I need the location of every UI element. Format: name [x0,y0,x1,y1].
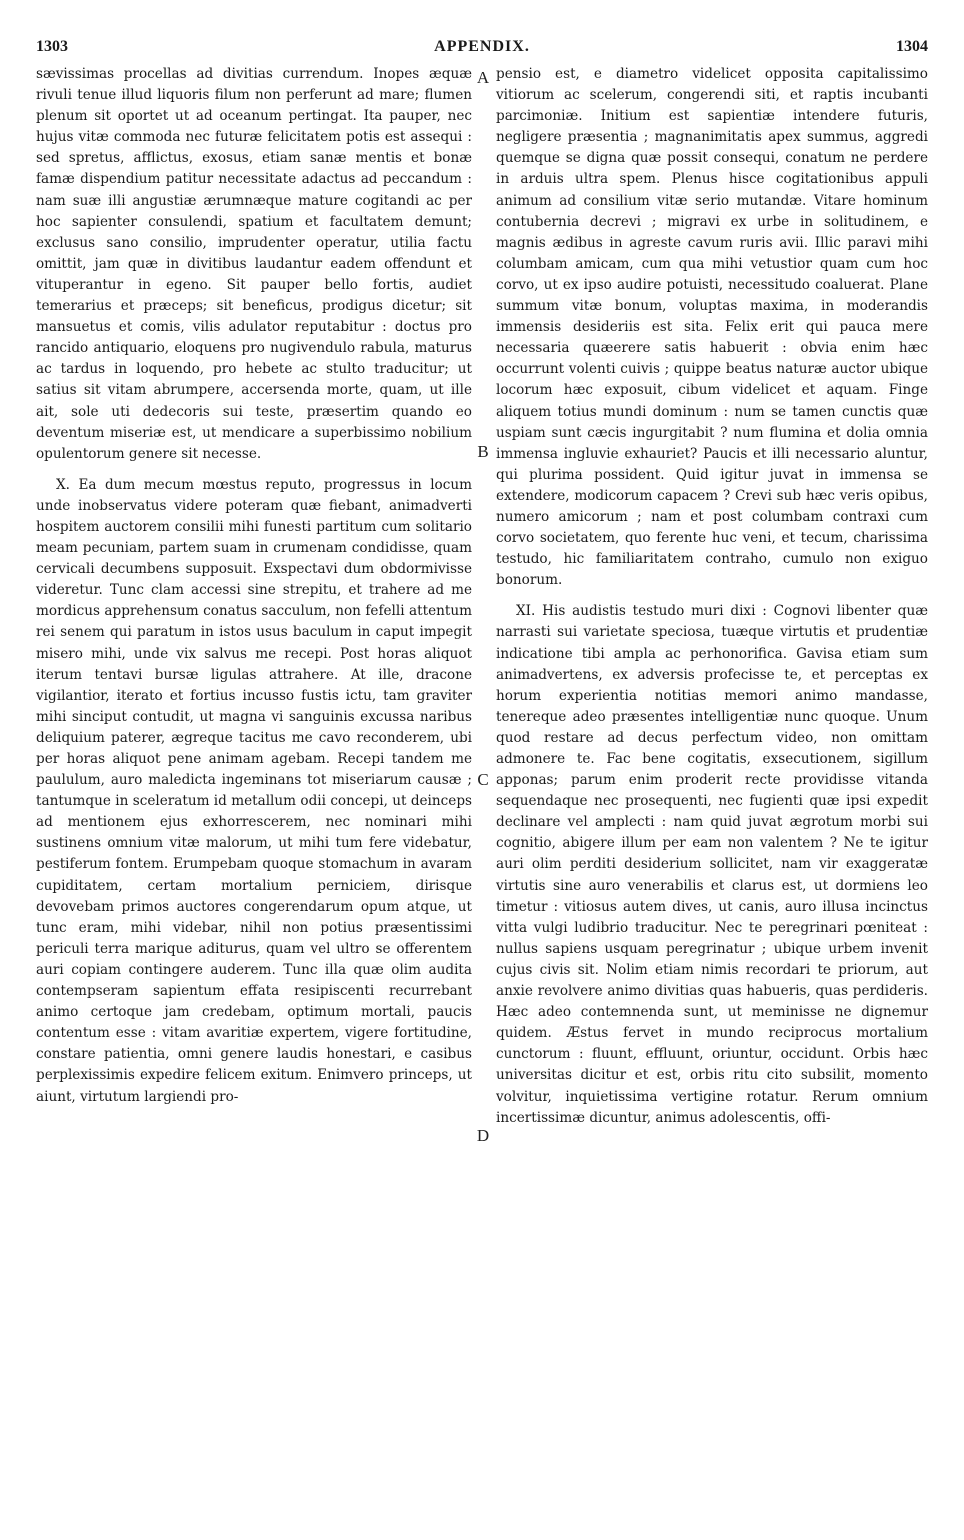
paragraph-section-x: X. Ea dum mecum mœstus reputo, progressus in locum unde inobservatus videre poteram quæ fiebant, animadverti hospitem auctorem consilii mihi funesti partitum cum solitario meam pecuniam, partem suam in crumenam condidisse, quam cervicali decumbens supposuit. Exspectavi dum obdormivisse videretur. Tunc clam accessi sine strepitu, et trahere ad me mordicus apprehensum conatus sacculum, non fefelli attentum rei senem qui paratum in istos usus baculum in caput impegit misero mihi, unde vix salvus me recepi. Post horas aliquot iterum tentavi bursæ ligulas attrahere. At ille, dracone vigilantior, iterato et fortius incusso fustis ictu, tam graviter mihi sinciput contudit, ut magna vi sanguinis excussa naribus deliquium paterer, ægreque tacitus me cavo reconderem, ubi per horas aliquot pene animam agebam. Recepi tandem me paululum, auro maledicta ingeminans tot miseriarum causæ ; tantumque in sceleratum id metallum odii concepi, ut deinceps ad mentionem ejus exhorrescerem, nec nominari mihi sustinens omnium vitæ malorum, ut mihi tum fere videbatur, pestiferum fontem. Erumpebam quoque stomachum in avaram cupiditatem, certam mortalium perniciem, dirisque devovebam primos auctores congerendarum opum atque, ut tunc eram, mihi videbar, nihil non potius præsentissimi periculi terra marique aditurus, quam vel ultro se offerentem auri copiam contingere auderem. Tunc illa quæ olim audita contempseram sapientum effata resipiscenti recurrebant animo certoque jam credebam, optimum mortali, paucis contentum esse : vitam avaritiæ expertem, vigere fortitudine, constare patientia, omni genere laudis honestari, e casibus perplexissimis expedire felicem exitum. Enimvero princeps, ut aiunt, virtutum largiendi pro- [36,476,472,1105]
paragraph-section-xi: XI. His audistis testudo muri dixi : Cognovi libenter quæ narrasti sui varietate speciosa, tuæque virtutis et prudentiæ indicatione tibi ampla ac perhonorifica. Gavisa etiam sum animadvertens, ex adversis profecisse te, et perceptas ex horum experientia notitias memori animo mandasse, tenereque adeo præsentes intelligentiæ nunc quoque. Unum quod restare ad decus perfectum video, non omittam admonere te. Fac bene cogitatis, exsecutionem, sigillum apponas; parum enim proderit recte providisse vitanda sequendaque nec prosequenti, nec fugienti quæ ipsi expedit declinare vel amplecti : nam quid juvat ægrotum morbi sui cognitio, abigere illum per eam non valentem ? Ne te igitur auri olim perditi desiderium sollicitet, nam vir exaggeratæ virtutis sine auro venerabilis et clarus est, ut dormiens leo timetur : vitiosus autem dives, ut canis, auro illusa incinctus vitta vulgi ludibrio traducitur. Nec te peregrinari pœniteat : nullus sapiens usquam peregrinatur ; ubique urbem invenit cujus civis sit. Nolim etiam nimis recordari te priorum, aut anxie revolvere animo divitias quas habueris, quas perdideris. Hæc adeo contemnenda sunt, ut meminisse ne dignemur quidem. Æstus fervet in mundo reciprocus mortalium cunctorum : fluunt, effluunt, oriuntur, occidunt. Orbis hæc universitas dicitur et est, orbis ritu cito subsilit, momento volvitur, inquietissima vertigine rotatur. Rerum omnium incertissimæ dicuntur, animus adolescentis, offi- [496,603,928,1126]
running-title: APPENDIX. [434,38,530,55]
margin-marker-a: A [476,68,490,87]
margin-marker-b: B [477,442,489,461]
paragraph: pensio est, e diametro videlicet opposita capitalissimo vitiorum ac scelerum, congerendi siti, et raptis incubanti parcimoniæ. Initium est sapientiæ intendere futuris, negligere præsentia ; magnanimitatis apex summus, aggredi quemque se digna quæ possit consequi, conatum ne perdere in arduis ultra spem. Plenus hisce cogitationibus appuli animum ad consilium vitæ serio mutandæ. Vitare hominum contubernia decrevi ; migravi ex urbe in solitudinem, e magnis ædibus in agreste cavum ruris avii. Illic paravi mihi columbam amicam, cum qua mihi vetustior quam cum hoc corvo, ut ex ipso audire potuisti, necessitudo coaluerat. Plane summum vitæ bonum, voluptas maxima, in moderandis immensis desideriis est sita. Felix erit qui pauca mere necessaria quæerere satis habuerit : obvia enim hæc occurrunt volenti cuivis ; quippe beatus naturæ auctor ubique locorum hæc exposuit, cibum videlicet et aquam. Finge aliquem totius mundi dominum : num se tamen cunctis quæ uspiam sunt cæcis ingurgitabit ? num flumina et dolia omnia immensa ingluvie exhauriet? Paucis et illi necessario aluntur, qui plurima possident. Quid igitur juvat in immensa se extendere, modicorum capacem ? Crevi sub hæc veris opibus, numero amicorum ; nam et post columbam contraxi cum corvo societatem, quo ferente huc veni, et tecum, charissima testudo, hic familiaritatem contraho, cumulo non exiguo bonorum. [496,66,928,589]
page-number-left: 1303 [36,38,68,55]
right-column [496,64,928,1129]
margin-marker-d: D [476,1126,490,1145]
page-header [36,38,928,60]
paragraph: sævissimas procellas ad divitias currendum. Inopes æquæ rivuli tenue illud liquoris filum non perferunt ad mare; flumen plenum sit oportet ut ad oceanum pertingat. Ita pauper, nec hujus vitæ commoda nec futuræ felicitatem potis est assequi : sed spretus, afflictus, exosus, etiam sanæ mentis et bonæ famæ dispendium patitur necessitate adactus ad peccandum : nam suæ illi angustiæ ærumnæque mature cogitandi ac per hoc sapienter consulendi, spatium et facultatem demunt; exclusus sano consilio, imprudenter operatur, utilia factu omittit, jam quæ in divitibus laudantur eadem offendunt et vituperantur in egeno. Sit pauper bello fortis, audiet temerarius et præceps; sit beneficus, prodigus dicetur; sit mansuetus et comis, vilis adulator reputabitur : doctus pro rancido antiquario, eloquens pro nugivendulo rabula, maturus ac tardus in loquendo, pro hebete ac stulto traducitur; ut satius sit vitam abrumpere, accersenda morte, quam, ut ille ait, sole uti dedecoris sui teste, præsertim quando eo deventum miseriæ est, ut mendicare a superbissimo nobilium opulentorum genere sit necesse. [36,66,472,462]
left-column [36,64,472,1108]
page-number-right: 1304 [896,38,928,55]
margin-marker-c: C [477,770,489,789]
